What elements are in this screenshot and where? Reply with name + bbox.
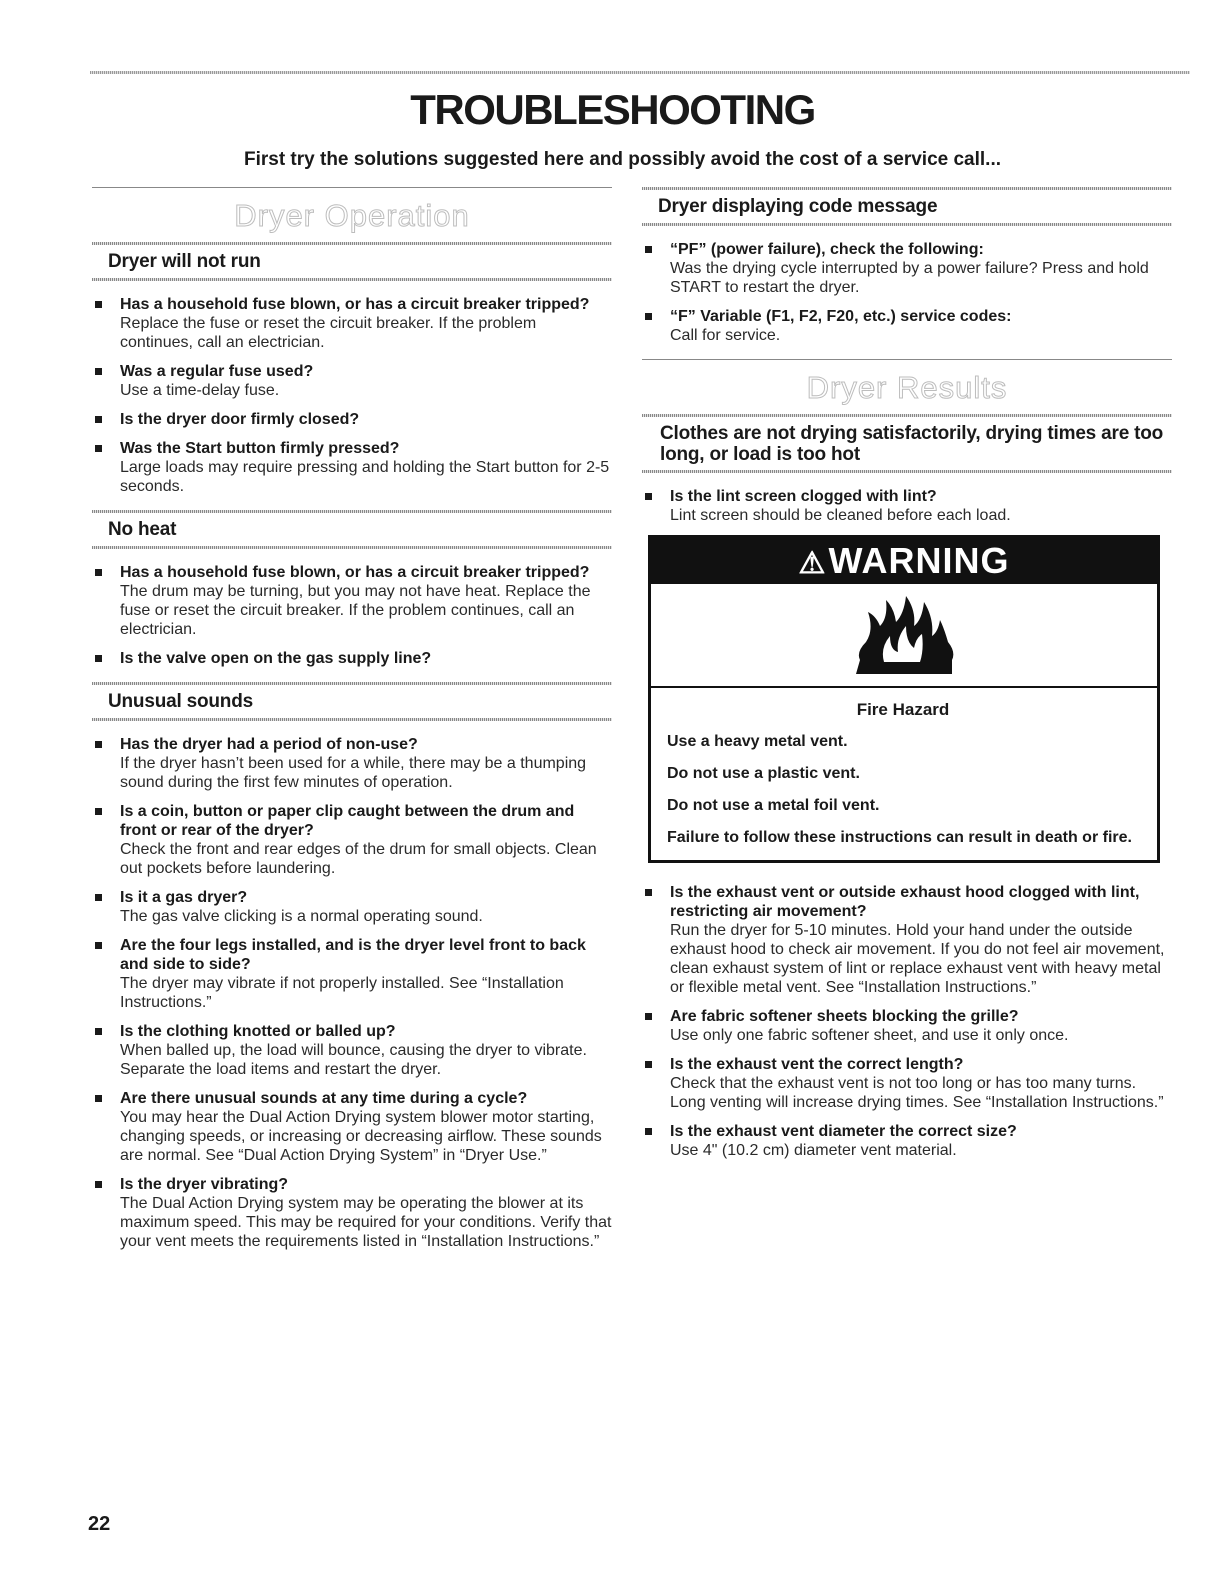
- hazard-label: Fire Hazard: [856, 700, 950, 719]
- answer: Call for service.: [670, 327, 781, 344]
- list-item: [92, 362, 612, 400]
- answer: When balled up, the load will bounce, causing the dryer to vibrate. Separate the load items and restart the dryer.: [120, 1042, 587, 1078]
- answer: Use only one fabric softener sheet, and use it only once.: [670, 1027, 1069, 1044]
- question: Is the exhaust vent the correct length?: [670, 1056, 964, 1073]
- question-list: [92, 563, 612, 668]
- question: Is the clothing knotted or balled up?: [120, 1023, 396, 1040]
- list-item: [92, 563, 612, 639]
- list-item: [642, 240, 1172, 297]
- answer: Check the front and rear edges of the drum for small objects. Clean out pockets before laundering.: [120, 841, 597, 877]
- list-item: [92, 1089, 612, 1165]
- subhead-no-heat: No heat: [108, 519, 177, 540]
- question: Was a regular fuse used?: [120, 363, 314, 380]
- right-column: [642, 187, 1172, 1170]
- warning-body: [651, 688, 1157, 860]
- list-item: [92, 802, 612, 878]
- list-item: [92, 888, 612, 926]
- warning-line: Failure to follow these instructions can result in death or fire.: [667, 829, 1132, 846]
- question: Is it a gas dryer?: [120, 889, 248, 906]
- question-list: [642, 883, 1172, 1160]
- page-title: TROUBLESHOOTING: [410, 86, 815, 133]
- list-item: [92, 735, 612, 792]
- question: Is the valve open on the gas supply line?: [120, 650, 432, 667]
- warning-header: [651, 538, 1157, 584]
- question: “F” Variable (F1, F2, F20, etc.) service codes:: [670, 308, 1012, 325]
- warning-line: Do not use a plastic vent.: [667, 765, 860, 782]
- fire-hazard-icon: [844, 592, 964, 678]
- question: Is a coin, button or paper clip caught between the drum and front or rear of the dryer?: [120, 803, 575, 839]
- warning-icon-area: [651, 584, 1157, 688]
- column-rule: [92, 187, 612, 188]
- subhead-dryer-displaying-code: Dryer displaying code message: [658, 196, 938, 217]
- answer: Was the drying cycle interrupted by a power failure? Press and hold START to restart the dryer.: [670, 260, 1149, 296]
- left-column: [92, 187, 612, 1261]
- question: Was the Start button firmly pressed?: [120, 440, 400, 457]
- question-list: [92, 735, 612, 1251]
- answer: Use 4" (10.2 cm) diameter vent material.: [670, 1142, 957, 1159]
- list-item: [642, 1122, 1172, 1160]
- page-subtitle: First try the solutions suggested here and possibly avoid the cost of a service call...: [243, 149, 1002, 170]
- answer: The dryer may vibrate if not properly installed. See “Installation Instructions.”: [120, 975, 564, 1011]
- answer: Check that the exhaust vent is not too long or has too many turns. Long venting will increase drying times. See “Installation Instructions.”: [670, 1075, 1164, 1111]
- question: Is the dryer door firmly closed?: [120, 411, 360, 428]
- subhead-dryer-will-not-run: Dryer will not run: [108, 251, 261, 272]
- answer: Lint screen should be cleaned before each load.: [670, 507, 1011, 524]
- question: Has the dryer had a period of non-use?: [120, 736, 418, 753]
- question: Is the exhaust vent or outside exhaust hood clogged with lint, restricting air movement?: [670, 884, 1140, 920]
- list-item: [92, 410, 612, 429]
- answer: If the dryer hasn’t been used for a while, there may be a thumping sound during the first few minutes of operation.: [120, 755, 587, 791]
- warning-line: Use a heavy metal vent.: [667, 733, 848, 750]
- question: Are the four legs installed, and is the dryer level front to back and side to side?: [120, 937, 586, 973]
- section-title-dryer-operation: Dryer Operation: [234, 198, 470, 233]
- list-item: [92, 439, 612, 496]
- answer: Large loads may require pressing and holding the Start button for 2-5 seconds.: [120, 459, 610, 495]
- page-number: 22: [88, 1513, 111, 1535]
- warning-triangle-icon: ⚠: [798, 547, 827, 580]
- list-item: [92, 1022, 612, 1079]
- question-list: [642, 240, 1172, 345]
- question: “PF” (power failure), check the following:: [670, 241, 984, 258]
- question: Is the exhaust vent diameter the correct size?: [670, 1123, 1017, 1140]
- answer: The drum may be turning, but you may not have heat. Replace the fuse or reset the circuit breaker. If the problem continues, call an electrician.: [120, 583, 591, 638]
- warning-box: [648, 535, 1160, 863]
- question: Is the dryer vibrating?: [120, 1176, 289, 1193]
- subhead-rule: [92, 546, 612, 549]
- question-list: [92, 295, 612, 496]
- question: Are fabric softener sheets blocking the grille?: [670, 1008, 1019, 1025]
- section-title-dryer-results: Dryer Results: [806, 370, 1008, 405]
- list-item: [92, 649, 612, 668]
- subhead-unusual-sounds: Unusual sounds: [108, 691, 253, 712]
- answer: Run the dryer for 5-10 minutes. Hold your hand under the outside exhaust hood to check air movement. If you do not feel air movement, clean exhaust system of lint or replace exhaust vent with heavy metal or flexible metal vent. See “Installation Instructions.”: [670, 922, 1165, 996]
- question: Are there unusual sounds at any time during a cycle?: [120, 1090, 528, 1107]
- list-item: [92, 295, 612, 352]
- list-item: [642, 307, 1172, 345]
- question-list: [642, 487, 1172, 525]
- question: Has a household fuse blown, or has a circuit breaker tripped?: [120, 564, 590, 581]
- question: Has a household fuse blown, or has a circuit breaker tripped?: [120, 296, 590, 313]
- answer: Replace the fuse or reset the circuit breaker. If the problem continues, call an electrician.: [120, 315, 537, 351]
- list-item: [642, 1007, 1172, 1045]
- column-rule: [642, 359, 1172, 360]
- list-item: [92, 936, 612, 1012]
- list-item: [642, 1055, 1172, 1112]
- answer: Use a time-delay fuse.: [120, 382, 280, 399]
- answer: The Dual Action Drying system may be operating the blower at its maximum speed. This may be required for your conditions. Verify that your vent meets the requirements listed in “Installation Instructions.”: [120, 1195, 612, 1250]
- top-rule: [90, 71, 1190, 74]
- list-item: [642, 487, 1172, 525]
- subhead-rule: [642, 470, 1172, 473]
- warning-line: Do not use a metal foil vent.: [667, 797, 880, 814]
- subhead-rule: [642, 223, 1172, 226]
- subhead-clothes-not-drying: Clothes are not drying satisfactorily, drying times are too long, or load is too hot: [660, 423, 1164, 465]
- subhead-rule: [92, 278, 612, 281]
- list-item: [92, 1175, 612, 1251]
- answer: You may hear the Dual Action Drying system blower motor starting, changing speeds, or increasing or decreasing airflow. These sounds are normal. See “Dual Action Drying System” in “Dryer Use.”: [120, 1109, 602, 1164]
- warning-header-text: WARNING: [828, 540, 1010, 581]
- subhead-rule: [92, 718, 612, 721]
- question: Is the lint screen clogged with lint?: [670, 488, 937, 505]
- list-item: [642, 883, 1172, 997]
- answer: The gas valve clicking is a normal operating sound.: [120, 908, 483, 925]
